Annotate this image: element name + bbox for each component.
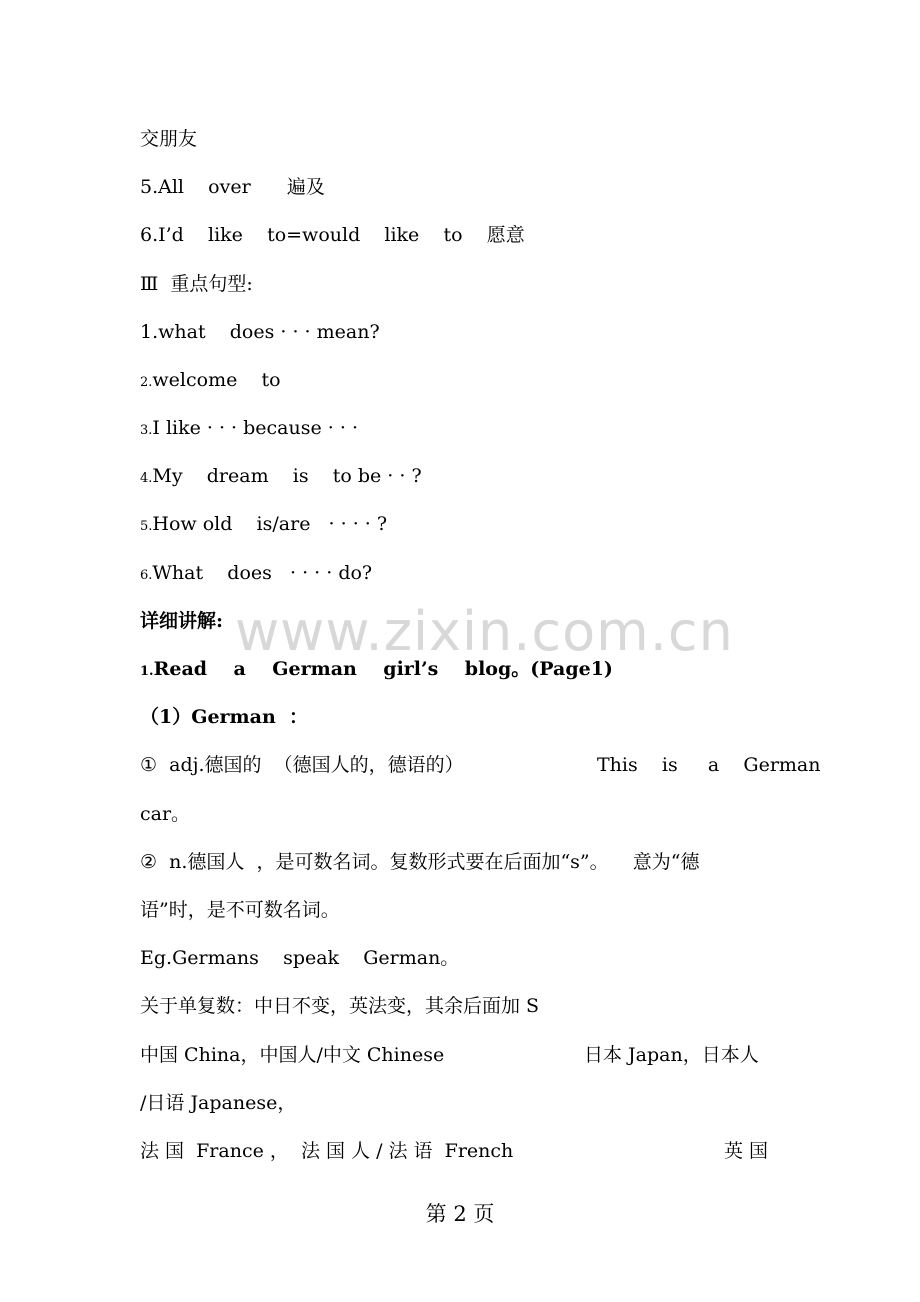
text-line-3: 6.I’d like to=would like to 愿意	[140, 224, 525, 246]
sentence-pattern-2	[140, 367, 281, 396]
text-line-uncountable: 语”时，是不可数名词。	[140, 899, 340, 921]
definition-adjective: ① adj.德国的 （德国人的，德语的）	[140, 754, 464, 776]
item-text: What does · · · · do?	[152, 562, 373, 584]
watermark: www.zixin.com.cn	[235, 600, 734, 663]
country-england: 英 国	[724, 1140, 769, 1162]
section-heading-key-sentences: Ⅲ 重点句型:	[140, 273, 253, 295]
sentence-pattern-1: 1.what does · · · mean?	[140, 321, 380, 343]
item-number: 6.	[140, 568, 153, 583]
item-number: 5.	[140, 519, 153, 534]
item-number: 4.	[140, 471, 153, 486]
definition-noun: ② n.德国人 ，是可数名词。复数形式要在后面加“s”。 意为“德	[140, 851, 700, 873]
lesson-heading	[140, 656, 613, 685]
item-number: 3.	[140, 423, 153, 438]
example-sentence: Eg.Germans speak German。	[140, 947, 460, 969]
country-china: 中国 China，中国人/中文 Chinese	[140, 1044, 445, 1066]
country-japan: 日本 Japan，日本人	[584, 1044, 759, 1066]
subheading-german: （1）German ：	[140, 706, 309, 728]
sentence-pattern-3	[140, 415, 358, 444]
text-line-2: 5.All over 遍及	[140, 176, 325, 198]
text-line-1: 交朋友	[140, 128, 198, 150]
text-line-car: car。	[140, 803, 191, 825]
sentence-pattern-6	[140, 560, 372, 589]
item-text: Read a German girl’s blog。(Page1)	[153, 658, 613, 680]
section-heading-details: 详细讲解:	[140, 610, 224, 632]
country-japan-language: /日语 Japanese，	[140, 1092, 297, 1114]
sentence-pattern-4	[140, 463, 422, 492]
plural-rule: 关于单复数：中日不变，英法变，其余后面加 S	[140, 995, 540, 1017]
item-text: My dream is to be · · ?	[152, 465, 422, 487]
page-number: 第 2 页	[425, 1202, 495, 1226]
item-text: How old is/are · · · · ?	[152, 513, 388, 535]
sentence-pattern-5	[140, 511, 387, 540]
item-number: 2.	[140, 375, 153, 390]
country-france: 法 国 France ， 法 国 人 / 法 语 French	[140, 1140, 514, 1162]
item-text: welcome to	[152, 369, 281, 391]
item-text: I like · · · because · · ·	[152, 417, 358, 439]
item-number: 1.	[140, 664, 154, 679]
example-german-car: This is a German	[597, 754, 821, 776]
